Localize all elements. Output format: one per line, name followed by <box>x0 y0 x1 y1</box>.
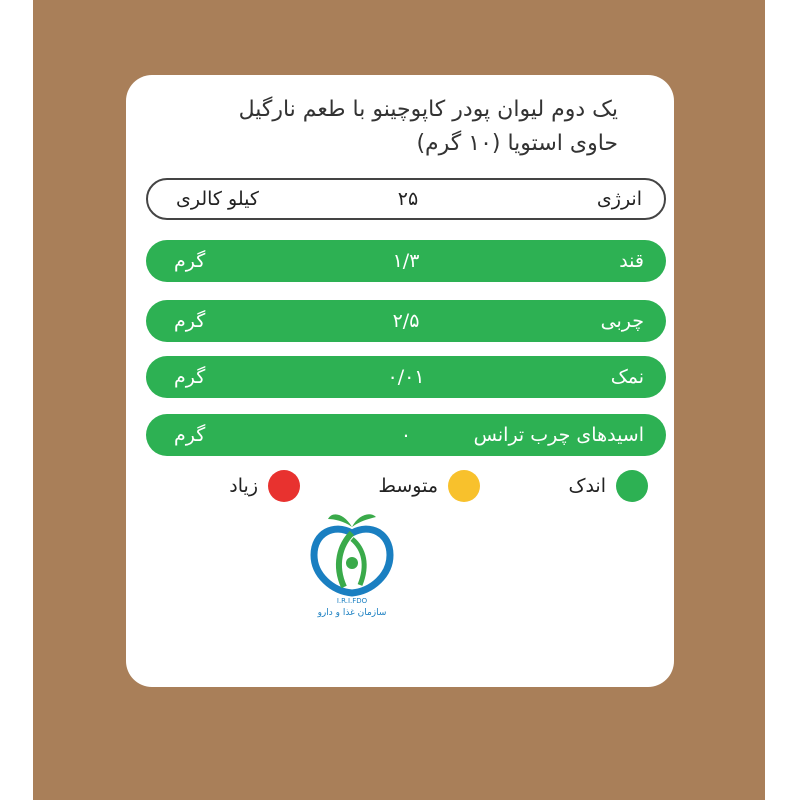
nutrient-value: ۲۵ <box>397 188 419 210</box>
legend-low-label: اندک <box>568 475 606 497</box>
nutrient-row-trans-fat <box>146 414 666 456</box>
legend-high <box>229 469 300 503</box>
nutrient-row-salt <box>146 356 666 398</box>
legend-low <box>568 469 648 503</box>
nutrient-unit: گرم <box>174 366 206 388</box>
nutrient-unit: گرم <box>174 424 206 446</box>
legend-medium-label: متوسط <box>378 475 438 497</box>
legend-medium <box>378 469 480 503</box>
nutrient-value: ۰ <box>400 424 412 446</box>
nutrition-label-card <box>126 75 674 687</box>
title-line-1: یک دوم لیوان پودر کاپوچینو با طعم نارگیل <box>238 97 618 122</box>
legend-high-label: زیاد <box>229 475 258 497</box>
nutrient-name: چربی <box>600 310 644 332</box>
nutrient-name: قند <box>619 250 644 272</box>
nutrient-row-energy <box>146 178 666 220</box>
nutrient-name: اسیدهای چرب ترانس <box>473 424 644 446</box>
nutrient-row-sugar <box>146 240 666 282</box>
legend-high-dot <box>268 470 300 502</box>
nutrient-name: نمک <box>610 366 644 388</box>
food-and-drug-organization-logo-icon <box>304 505 400 625</box>
logo-caption: سازمان غذا و دارو <box>317 608 387 618</box>
nutrient-unit: کیلو کالری <box>176 188 259 210</box>
nutrient-value: ۲/۵ <box>392 310 420 332</box>
nutrient-value: ۰/۰۱ <box>387 366 425 388</box>
nutrient-name: انرژی <box>596 188 642 210</box>
title-line-2: حاوی استویا (۱۰ گرم) <box>416 131 618 156</box>
legend-medium-dot <box>448 470 480 502</box>
nutrient-unit: گرم <box>174 250 206 272</box>
nutrient-row-fat <box>146 300 666 342</box>
legend-low-dot <box>616 470 648 502</box>
nutrient-value: ۱/۳ <box>392 250 420 272</box>
logo-abbr: I.R.I.FDO <box>336 597 368 605</box>
nutrient-unit: گرم <box>174 310 206 332</box>
product-title <box>148 93 618 161</box>
